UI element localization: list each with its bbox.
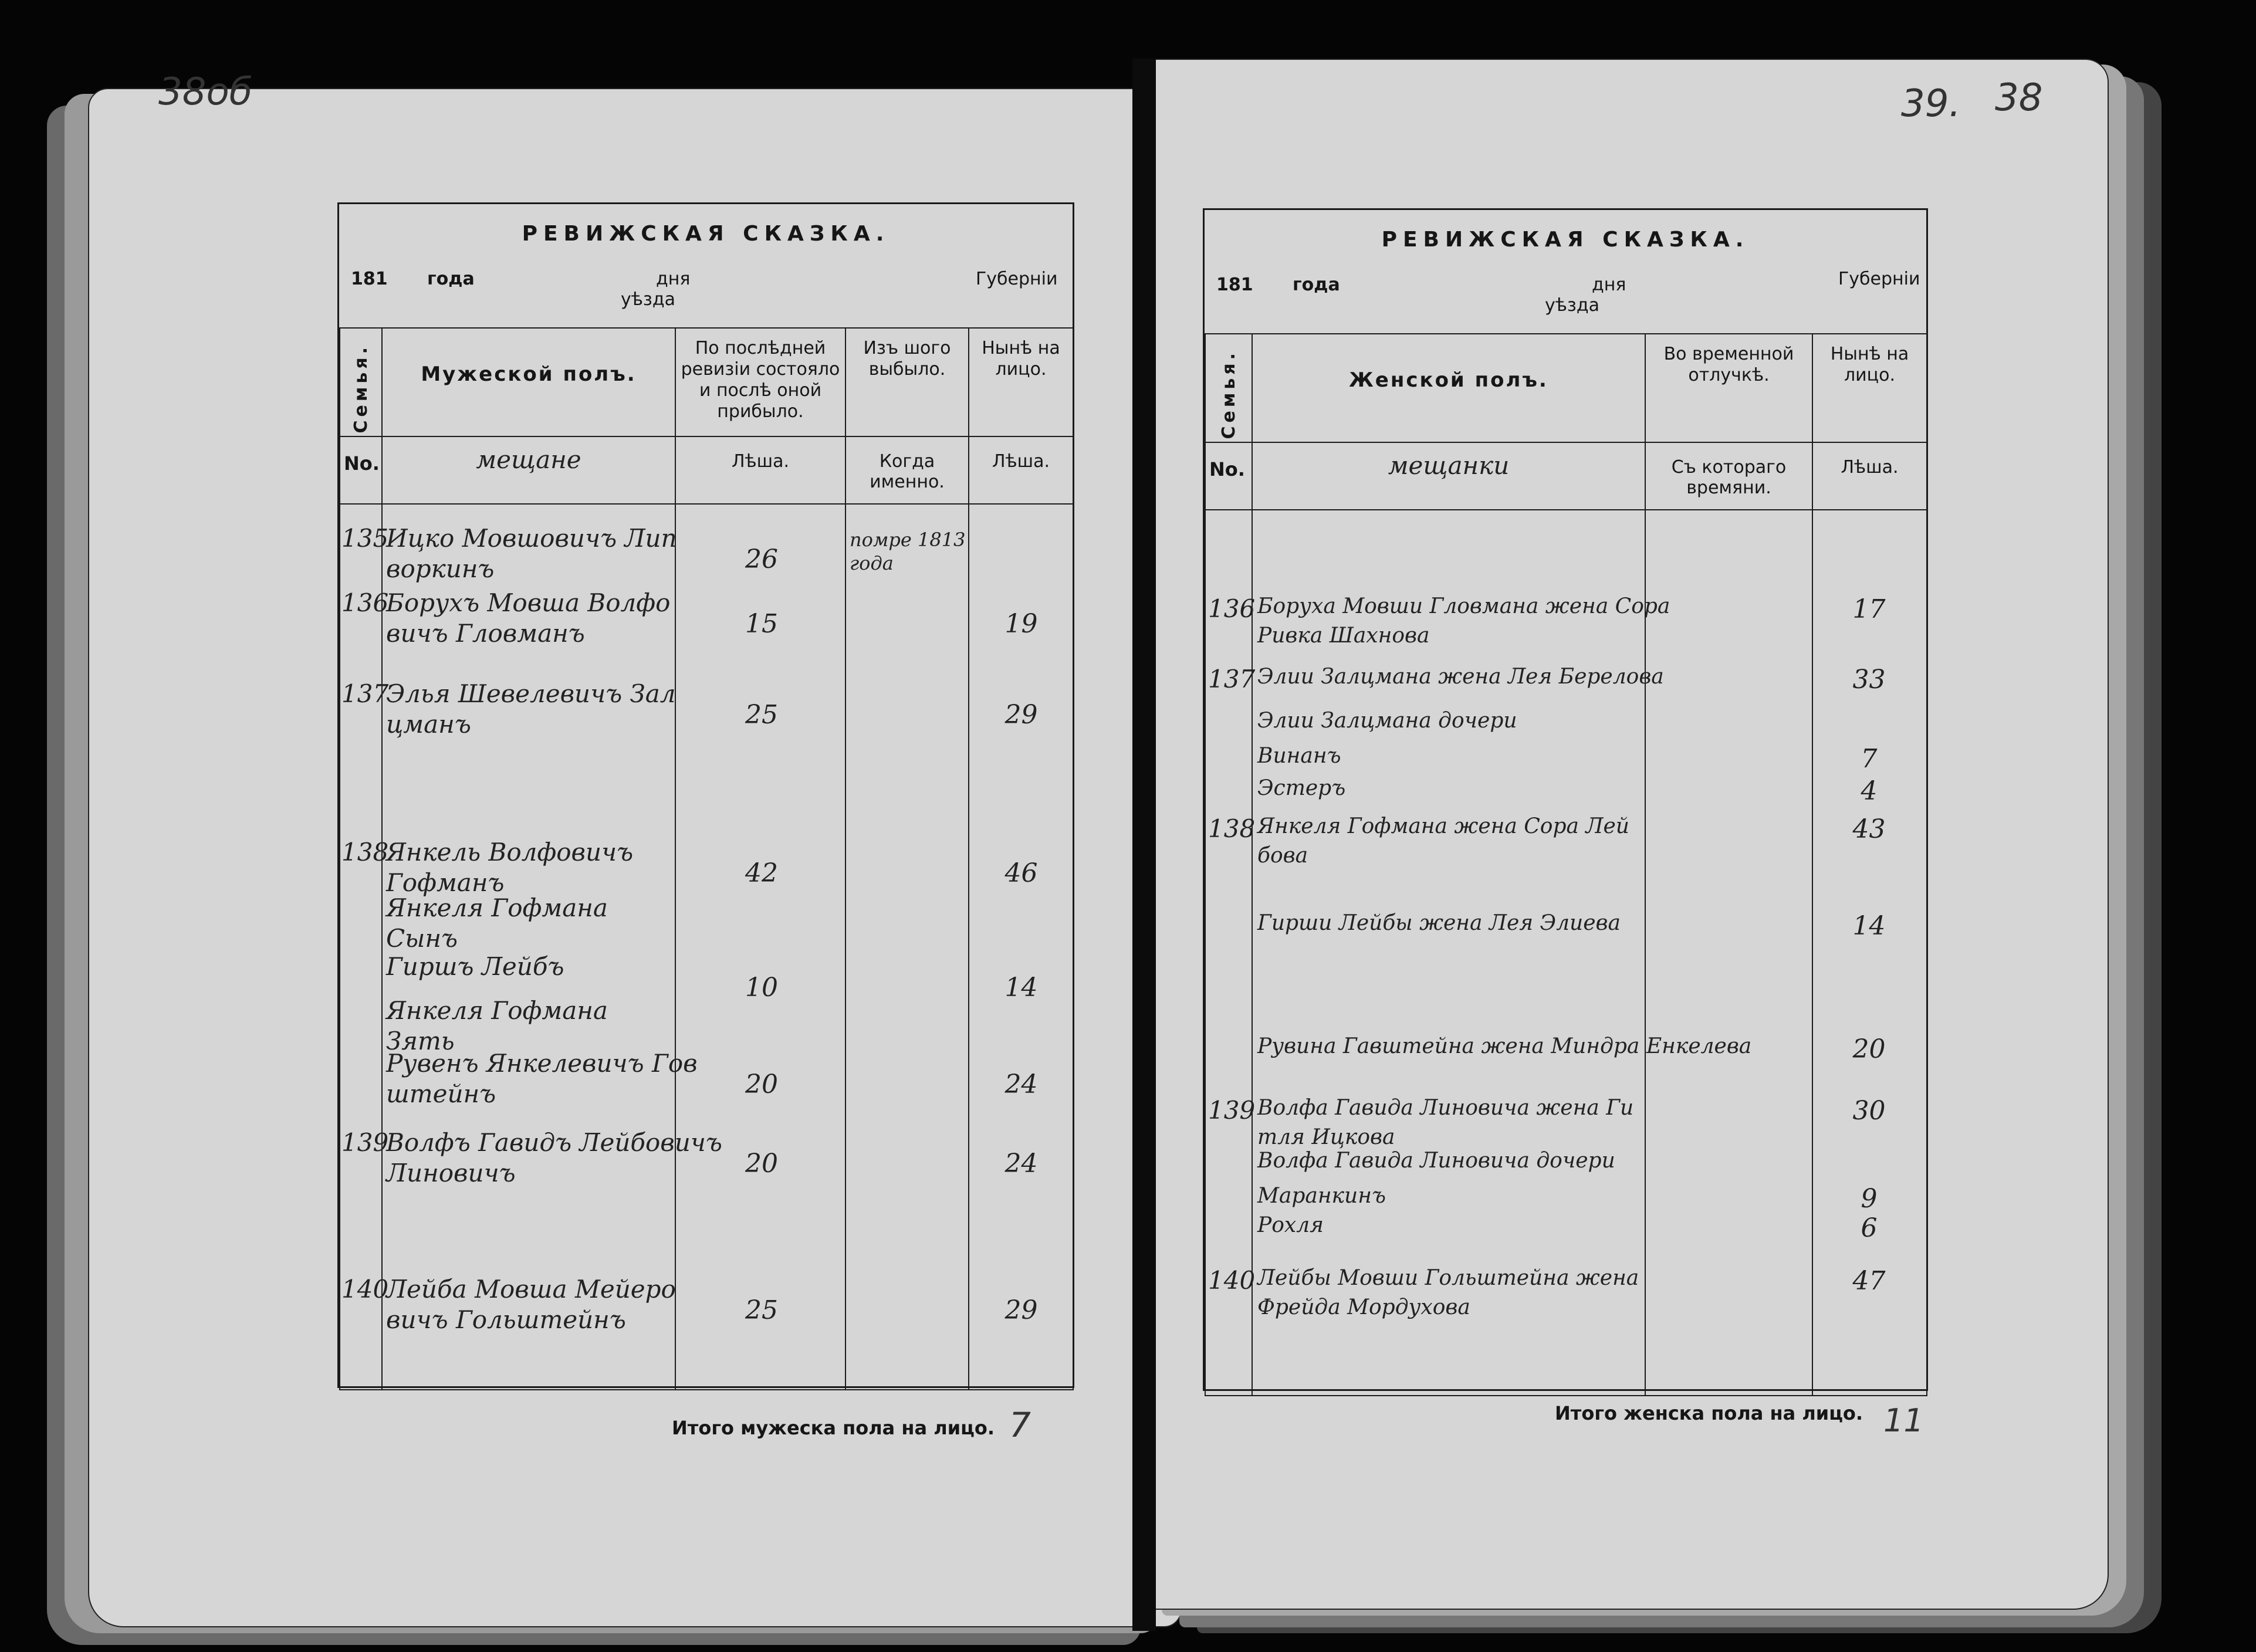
left-sub-years2: Лѣша. [969, 436, 1073, 504]
right-row-no: 136 [1208, 594, 1256, 623]
left-uezda: уѣзда [621, 289, 675, 310]
left-folio-number: 38об [158, 70, 253, 114]
left-row-name-line2: Линовичъ [386, 1159, 516, 1187]
right-row-name-line1: Янкеля Гофмана жена Сора Лей [1257, 814, 1629, 838]
left-footer-total: 7 [1009, 1405, 1031, 1445]
right-col-semya: Семья. [1205, 334, 1252, 442]
left-sub-when: Когда именно. [845, 436, 969, 504]
left-row-now: 29 [1004, 1295, 1038, 1325]
right-row-name-line1: Боруха Мовши Гловмана жена Сора [1257, 594, 1670, 618]
left-row-name-line1: Ицко Мовшовичъ Лип [386, 524, 677, 553]
left-row-name-line2: цманъ [386, 710, 471, 739]
left-body-no-col [340, 504, 389, 1390]
left-form-title: РЕВИЖСКАЯ СКАЗКА. [522, 222, 890, 246]
left-row-name-line1: Элья Шевелевичъ Зал [386, 679, 676, 708]
left-sub-name: мещане [382, 436, 675, 504]
right-body-since-col [1645, 510, 1812, 1396]
left-row-now: 29 [1004, 700, 1038, 730]
right-folio-number-a: 39. [1901, 82, 1961, 126]
left-row-age: 15 [745, 609, 778, 639]
left-row-name-line2: штейнъ [386, 1079, 496, 1108]
left-col-semya: Семья. [340, 328, 382, 436]
right-row-no: 137 [1208, 665, 1256, 693]
right-sub-name: мещанки [1252, 442, 1645, 510]
right-row-name-line1: Волфа Гавида Линовича дочери [1257, 1149, 1615, 1173]
left-row-left-year: года [850, 552, 894, 574]
right-row-name-line2: Ривка Шахнова [1257, 624, 1430, 648]
right-row-now: 30 [1852, 1096, 1886, 1126]
left-row-name-line1: Гиршъ Лейбъ [386, 952, 564, 981]
right-row-now: 33 [1852, 665, 1886, 695]
right-row-no: 140 [1208, 1266, 1256, 1295]
left-row-no: 135 [341, 524, 389, 553]
right-footer-total: 11 [1883, 1402, 1924, 1439]
left-row-age: 25 [745, 700, 778, 730]
left-col-left: Изъ шого выбыло. [845, 328, 969, 436]
right-row-name-line1: Гирши Лейбы жена Лея Элиева [1257, 911, 1621, 935]
right-row-now: 43 [1852, 814, 1886, 844]
right-row-name-line1: Эстеръ [1257, 776, 1346, 800]
right-row-now: 47 [1852, 1266, 1886, 1296]
left-row-no: 139 [341, 1128, 389, 1157]
right-row-name-line1: Винанъ [1257, 744, 1341, 768]
left-row-age: 42 [745, 858, 778, 888]
right-census-form [1203, 208, 1928, 1391]
right-row-name-line1: Элии Залцмана жена Лея Берелова [1257, 665, 1664, 689]
right-col-temp: Во временной отлучкѣ. [1645, 334, 1812, 442]
left-col-last-revision: По послѣдней ревизіи состояло и послѣ оной прибыло. [675, 328, 845, 436]
left-row-no: 140 [341, 1275, 389, 1304]
left-row-name-line1: Волфъ Гавидъ Лейбовичъ [386, 1128, 722, 1157]
left-row-age: 20 [745, 1149, 778, 1179]
right-gubernii: Губерніи [1838, 269, 1920, 289]
left-row-now: 19 [1004, 609, 1038, 639]
right-form-title: РЕВИЖСКАЯ СКАЗКА. [1381, 228, 1750, 252]
right-row-now: 14 [1852, 911, 1886, 941]
left-row-name-line1: Рувенъ Янкелевичъ Гов [386, 1049, 698, 1078]
left-row-no: 137 [341, 679, 389, 708]
left-row-now: 24 [1004, 1149, 1038, 1179]
left-row-no: 138 [341, 838, 389, 866]
right-col-present: Нынѣ на лицо. [1812, 334, 1927, 442]
left-row-now: 24 [1004, 1069, 1038, 1099]
right-row-now: 17 [1852, 594, 1886, 624]
right-row-name-line2: тля Ицкова [1257, 1125, 1395, 1149]
left-row-name-line2: Зять [386, 1027, 455, 1055]
right-row-name-line1: Маранкинъ [1257, 1184, 1386, 1208]
left-row-name-line1: Янкеля Гофмана [386, 893, 608, 922]
left-row-name-line2: вичъ Гловманъ [386, 619, 585, 648]
left-row-age: 10 [745, 973, 778, 1003]
left-row-name-line2: вичъ Гольштейнъ [386, 1305, 626, 1334]
left-sub-years: Лѣша. [675, 436, 845, 504]
right-sub-years: Лѣша. [1812, 442, 1927, 510]
right-sub-since: Съ котораго времяни. [1645, 442, 1812, 510]
left-row-name-line2: воркинъ [386, 554, 495, 583]
right-row-name-line1: Элии Залцмана дочери [1257, 709, 1517, 733]
right-god: года [1293, 275, 1340, 295]
left-row-name-line1: Лейба Мовша Мейеро [386, 1275, 676, 1304]
right-row-name-line1: Рохля [1257, 1213, 1324, 1237]
left-row-name-line2: Сынъ [386, 924, 458, 953]
right-uezda: уѣзда [1545, 295, 1599, 316]
left-row-age: 25 [745, 1295, 778, 1325]
right-row-name-line1: Лейбы Мовши Гольштейна жена [1257, 1266, 1639, 1290]
left-row-no: 136 [341, 588, 389, 617]
right-row-name-line2: Фрейда Мордухова [1257, 1295, 1470, 1319]
right-row-now: 4 [1861, 776, 1878, 806]
right-row-now: 9 [1861, 1184, 1878, 1214]
left-body-left-col [845, 504, 969, 1390]
left-row-age: 20 [745, 1069, 778, 1099]
right-row-no: 139 [1208, 1096, 1256, 1125]
left-dnya: дня [656, 269, 691, 289]
left-row-age: 26 [745, 544, 778, 574]
left-sub-no: No. [340, 436, 382, 504]
right-row-now: 20 [1852, 1034, 1886, 1064]
left-row-name-line2: Гофманъ [386, 868, 505, 897]
left-census-form [337, 202, 1074, 1388]
book-gutter [1132, 59, 1156, 1631]
right-row-no: 138 [1208, 814, 1256, 843]
right-footer-label: Итого женска пола на лицо. [1555, 1402, 1863, 1424]
left-row-name-line1: Борухъ Мовша Волфо [386, 588, 671, 617]
right-folio-number-b: 38 [1995, 76, 2043, 120]
right-row-name-line1: Рувина Гавштейна жена Миндра Енкелева [1257, 1034, 1752, 1058]
right-row-name-line2: бова [1257, 844, 1308, 868]
right-dnya: дня [1592, 275, 1626, 295]
left-col-present: Нынѣ на лицо. [969, 328, 1073, 436]
right-row-now: 6 [1861, 1213, 1878, 1243]
right-sub-no: No. [1205, 442, 1252, 510]
left-god: года [427, 269, 475, 289]
left-footer-label: Итого мужеска пола на лицо. [672, 1417, 995, 1439]
left-col-male: Мужеской полъ. [382, 328, 675, 436]
right-body-no-col [1205, 510, 1256, 1396]
right-body-now-col [1812, 510, 1927, 1396]
right-row-name-line1: Волфа Гавида Линовича жена Ги [1257, 1096, 1634, 1120]
right-row-now: 7 [1861, 744, 1878, 774]
left-row-now: 46 [1004, 858, 1038, 888]
left-gubernii: Губерніи [976, 269, 1058, 289]
left-row-left: помре 1813 [850, 529, 966, 551]
left-year: 181 [351, 269, 388, 289]
right-col-female: Женской полъ. [1252, 334, 1645, 442]
left-row-now: 14 [1004, 973, 1038, 1003]
right-year: 181 [1216, 275, 1253, 295]
left-row-name-line1: Янкеля Гофмана [386, 996, 608, 1025]
left-row-name-line1: Янкель Волфовичъ [386, 838, 634, 866]
